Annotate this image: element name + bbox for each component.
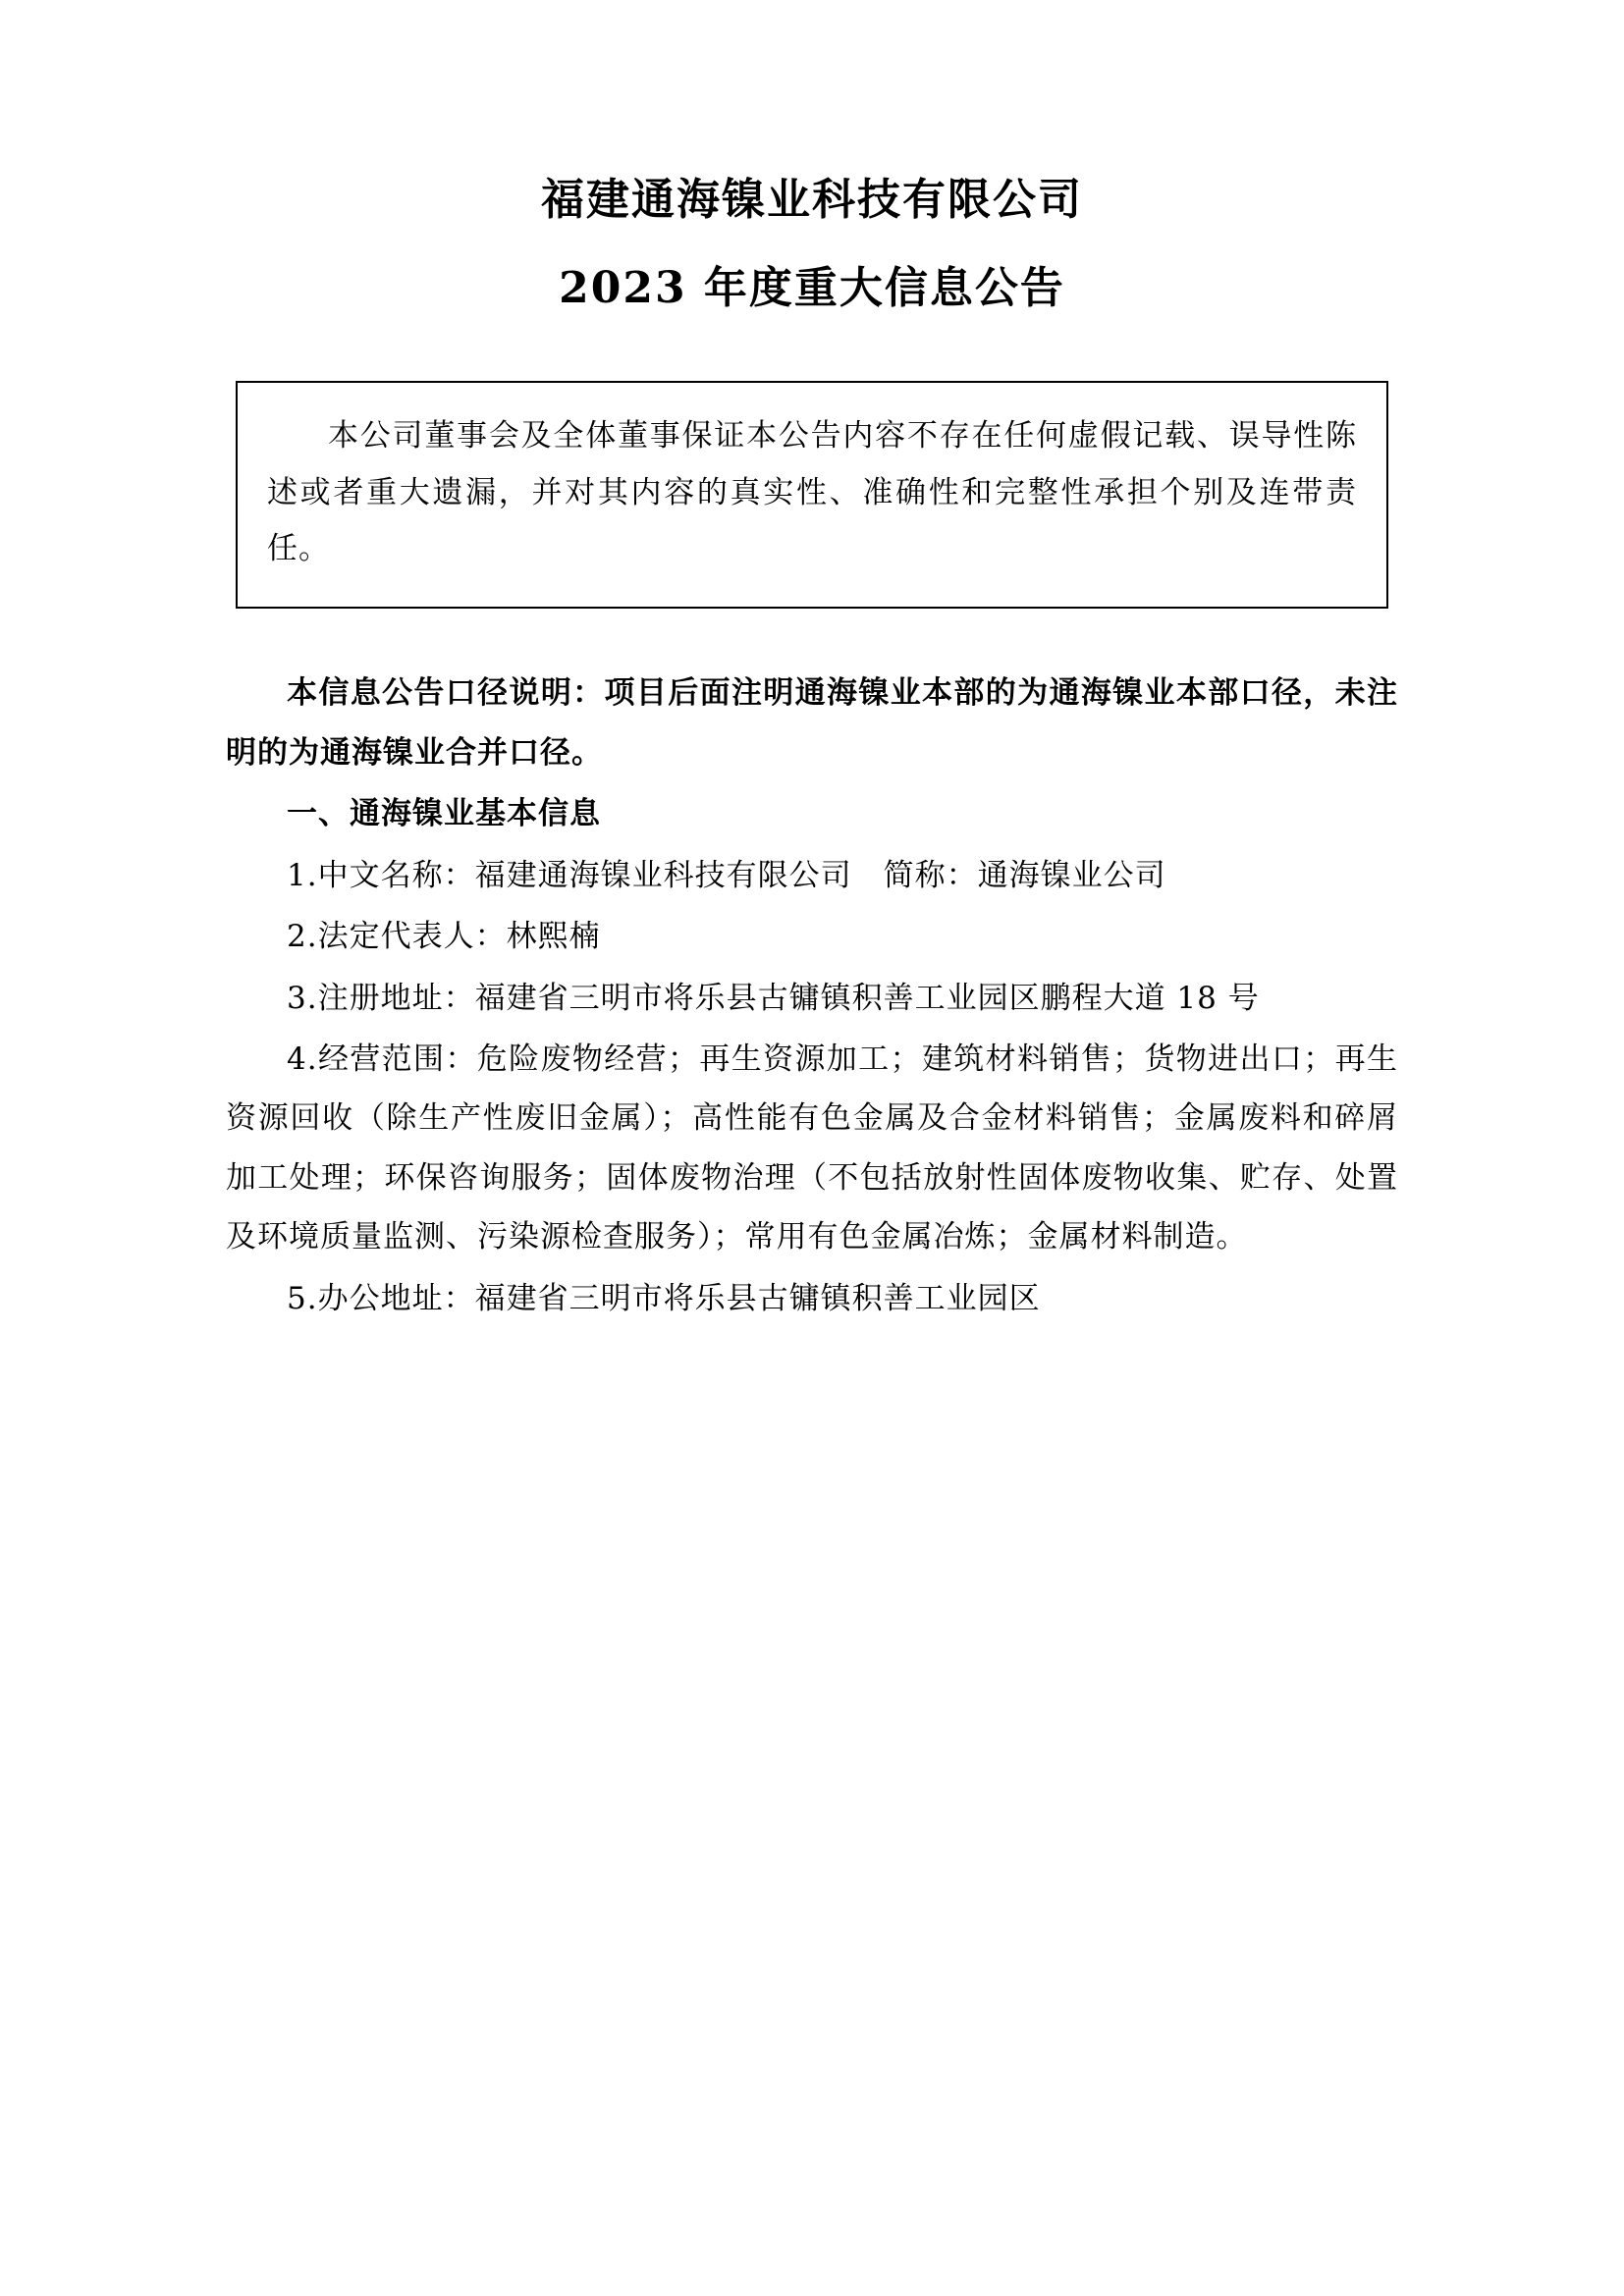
list-item: 4.经营范围：危险废物经营；再生资源加工；建筑材料销售；货物进出口；再生资源回收（除生产性废旧金属）；高性能有色金属及合金材料销售；金属废料和碎屑加工处理；环保咨询服务；固体废物治理（不包括放射性固体废物收集、贮存、处置及环境质量监测、污染源检查服务）；常用有色金属冶炼；金属材料制造。: [226, 1041, 1398, 1255]
scope-statement: 本信息公告口径说明：项目后面注明通海镍业本部的为通海镍业本部口径，未注明的为通海镍业合并口径。: [226, 675, 1398, 771]
board-statement-box: [236, 381, 1388, 609]
list-item: 2.法定代表人：林熙楠: [287, 919, 601, 955]
section-heading-one: 一、通海镍业基本信息: [287, 796, 601, 832]
board-statement-text: 本公司董事会及全体董事保证本公告内容不存在任何虚假记载、误导性陈述或者重大遗漏，并对其内容的真实性、准确性和完整性承担个别及连带责任。: [267, 418, 1357, 567]
title-company-name: 福建通海镍业科技有限公司: [541, 175, 1083, 225]
list-item: 1.中文名称：福建通海镍业科技有限公司 简称：通海镍业公司: [287, 857, 1166, 893]
page-title: [226, 167, 1398, 322]
document-body: [226, 664, 1398, 1328]
list-item: 3.注册地址：福建省三明市将乐县古镛镇积善工业园区鹏程大道 18 号: [287, 980, 1260, 1016]
list-item: 5.办公地址：福建省三明市将乐县古镛镇积善工业园区: [287, 1280, 1041, 1316]
title-announcement-name: 2023 年度重大信息公告: [559, 263, 1065, 314]
